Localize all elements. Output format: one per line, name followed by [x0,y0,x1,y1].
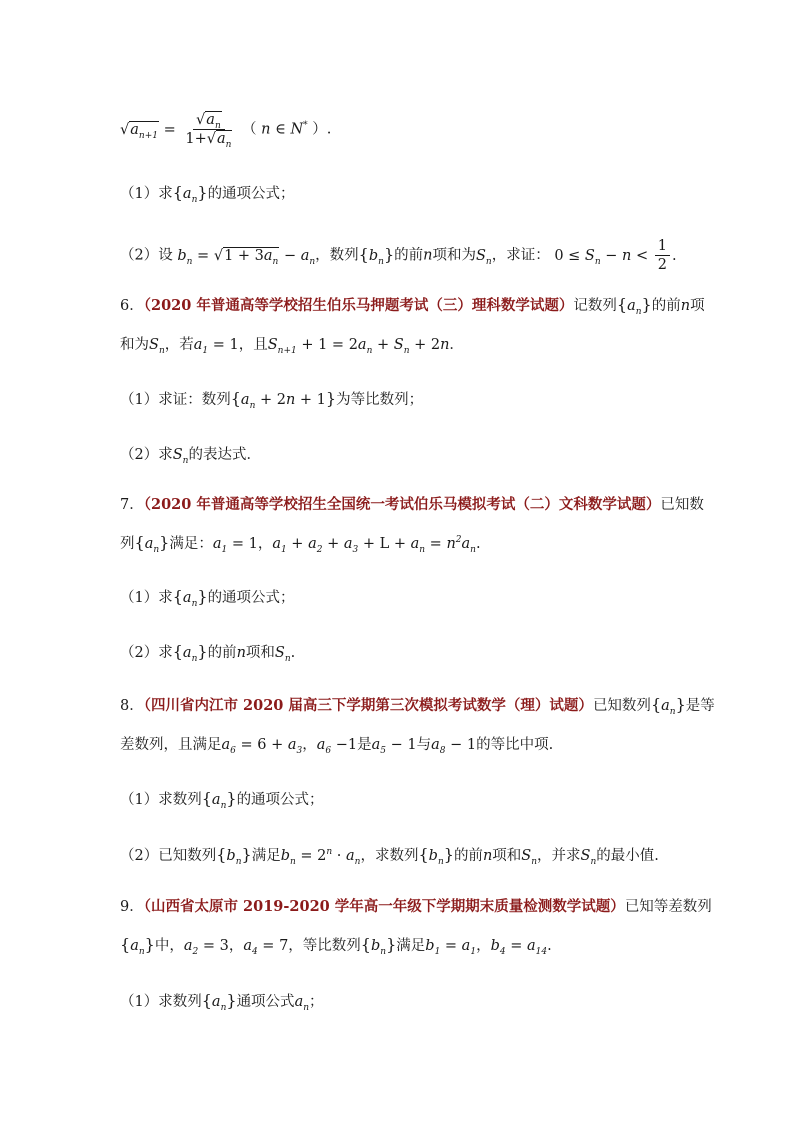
formula-recurrence: $√a_{n+1}$ = $\frac{√a_n}{1+√a_n}$ [120,112,232,150]
q7-source: （2020 年普通高等学校招生全国统一考试伯乐马模拟考试（二）文科数学试题） [143,496,661,513]
q8-source: （四川省内江市 2020 届高三下学期第三次模拟考试数学（理）试题） [143,697,593,714]
formula-bn-def: $b_n = √1 + 3a_n - a_n$ [177,247,316,267]
q8-part1: （1）求数列$\{a_n\}$的通项公式； [120,789,324,811]
q8-line2: 差数列，且满足$a_6 = 6 + a_3$，$a_6 -1$是$a_5 - 1$与$a_8 - 1$的等比中项. [120,737,554,756]
q6-source: （2020 年普通高等学校招生伯乐马押题考试（三）理科数学试题） [143,297,574,314]
q7-part1: （1）求$\{a_n\}$的通项公式； [120,587,295,609]
formula-inequality: $0 \le S_n - n$ < $\frac{1}{2}$ . [554,238,677,273]
q7-heading: 7．（2020 年普通高等学校招生全国统一考试伯乐马模拟考试（二）文科数学试题）已知数 [120,496,704,513]
paren-close: ）. [307,121,332,138]
q5-part2: （2）设 $b_n = √1 + 3a_n - a_n$，数列$\{b_n\}$的前n项和为$S_n$，求证： $0 \le S_n - n$ < $\frac{1}{2}$ . [120,238,677,273]
q6-heading: 6．（2020 年普通高等学校招生伯乐马押题考试（三）理科数学试题）记数列$\{a_n\}$的前n项 [120,295,705,317]
q9-heading: 9．（山西省太原市 2019-2020 学年高一年级下学期期末质量检测数学试题）已知等差数列 [120,898,712,915]
q8-heading: 8．（四川省内江市 2020 届高三下学期第三次模拟考试数学（理）试题）已知数列$\{a_n\}$是等 [120,695,715,717]
q9-part1: （1）求数列$\{a_n\}$通项公式$a_n$； [120,991,324,1013]
q8-part2: （2）已知数列$\{b_n\}$满足$b_n = 2^n \cdot a_n$，求数列$\{b_n\}$的前n项和$S_n$，并求$S_n$的最小值. [120,845,659,867]
q6-line2: 和为$S_n$，若$a_1 = 1$，且$S_{n+1} + 1 = 2a_n + S_n + 2n$． [120,337,464,356]
paren-open: （ [242,121,262,138]
q9-line2: $\{a_n\}$中，$a_2 = 3$，$a_4 = 7$，等比数列$\{b_n\}$满足$b_1 = a_1$，$b_4 = a_{14}$. [120,935,552,957]
q6-part1: （1）求证：数列$\{a_n + 2n + 1\}$为等比数列； [120,389,424,411]
formula-an: $\{a_n\}$ [172,183,208,205]
q7-line2: 列$\{a_n\}$满足：$a_1 = 1$，$a_1 + a_2 + a_3 + L + a_n = n^2a_n$. [120,533,481,555]
q7-part2: （2）求$\{a_n\}$的前n项和$S_n$. [120,642,296,664]
q6-part2: （2）求$S_n$的表达式． [120,447,261,466]
condition-text: n ∈ N [261,121,304,138]
q5-recurrence-line [120,112,332,150]
q9-source: （山西省太原市 2019-2020 学年高一年级下学期期末质量检测数学试题） [143,898,625,915]
q5-part1: （1）求$\{a_n\}$的通项公式； [120,183,295,205]
formula-bn: $\{b_n\}$ [358,244,395,267]
star-superscript: * [303,120,308,131]
